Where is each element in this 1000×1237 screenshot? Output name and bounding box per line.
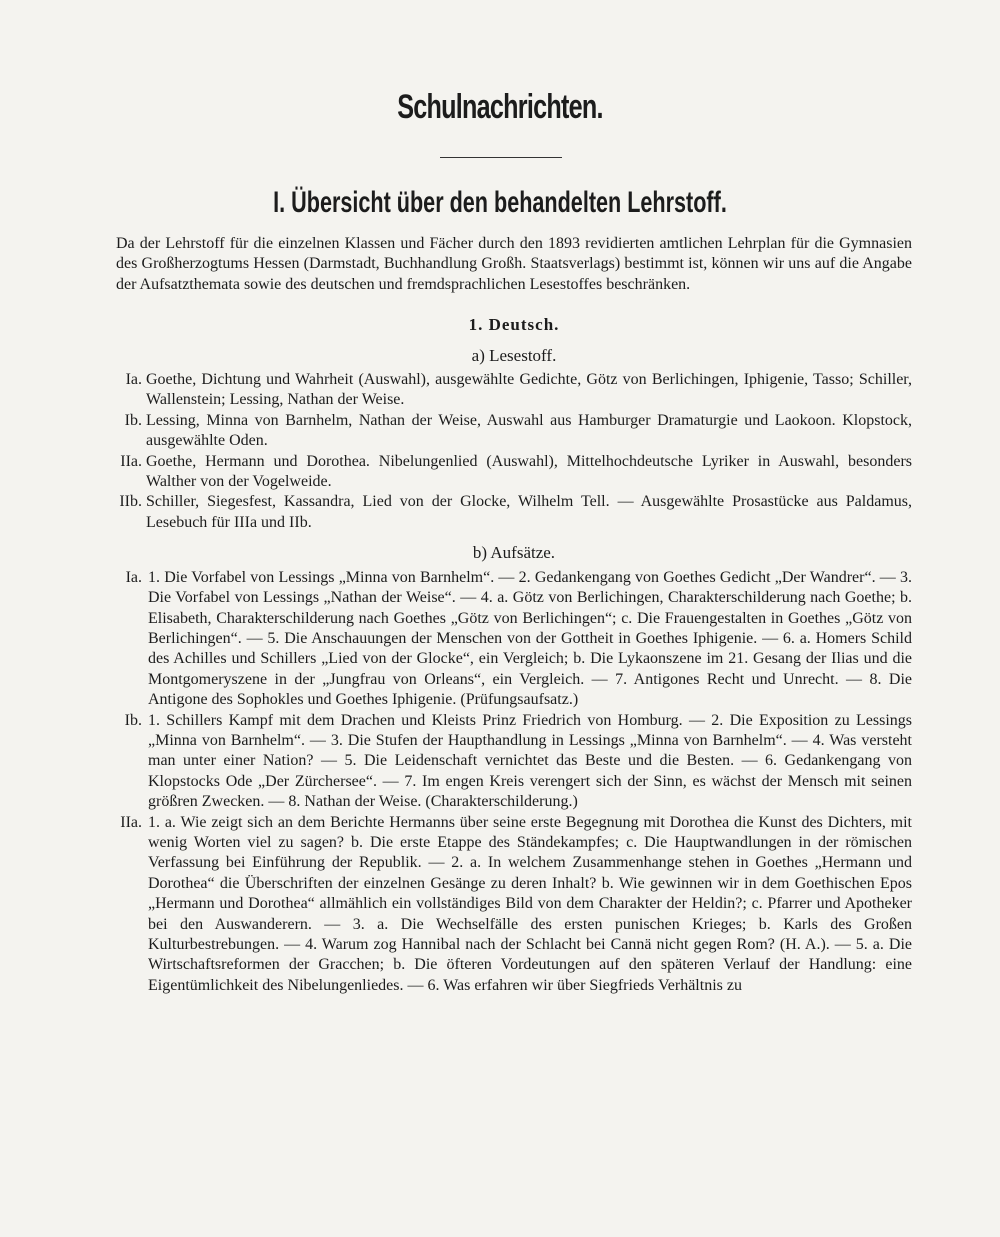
class-label: Ia. [125,568,142,586]
class-label: IIb. [119,493,142,511]
entry-text: Lessing, Minna von Barnhelm, Nathan der Weise, Auswahl aus Hamburger Dramaturgie und Laokoon. Klopstock, ausgewählte Oden. [146,411,912,450]
aufsatz-entry [116,711,912,813]
entry-text: Schiller, Siegesfest, Kassandra, Lied von der Glocke, Wilhelm Tell. — Ausgewählte Prosastücke aus Paldamus, Lesebuch für IIIa und IIb. [146,493,912,531]
page-title: Schulnachrichten. [397,88,603,126]
lesestoff-entry [116,452,912,493]
lesestoff-entry [116,370,912,411]
aufsatz-entry [116,568,912,711]
subject-heading: 1. Deutsch. [468,315,560,335]
aufsaetze-list [116,568,912,997]
lesestoff-heading: a) Lesestoff. [471,345,557,365]
lesestoff-entry [116,411,912,452]
intro-paragraph: Da der Lehrstoff für die einzelnen Klassen und Fächer durch den 1893 revidierten amtlichen Lehrplan für die Gymnasien des Großherzogtums Hessen (Darmstadt, Buchhandlung Großh. Staatsverlags) bestimmt ist, können wir uns auf die Angabe der Aufsatzthemata sowie des deutschen und fremdsprachlichen Lesestoffes beschränken. [116,235,912,293]
entry-text: 1. a. Wie zeigt sich an dem Berichte Hermanns über seine erste Begegnung mit Dorothea die Kunst des Dichters, mit wenig Worten viel zu sagen? b. Die erste Etappe des Ständekampfes; c. Die Hauptwandlungen in der römischen Verfassung bei Einführung der Republik. — 2. a. In welchem Zusammenhange stehen in Goethes „Hermann und Dorothea“ die Überschriften der einzelnen Gesänge zu deren Inhalt? b. Wie gewinnen wir in dem Goethischen Epos „Hermann und Dorothea“ allmählich ein vollständiges Bild von dem Charakter der Heldin?; c. Pfarrer und Apotheker bei den Auswanderern. — 3. a. Die Wechselfälle des ersten punischen Krieges; b. Karls des Großen Kulturbestrebungen. — 4. Warum zog Hannibal nach der Schlacht bei Cannä nicht gegen Rom? (H. A.). — 5. a. Die Wirtschaftsreformen der Gracchen; b. Die öfteren Vordeutungen auf den späteren Verlauf der Handlung: eine Eigentümlichkeit des Nibelungenliedes. — 6. Was erfahren wir über Siegfrieds Verhältnis zu [148,813,912,994]
lesestoff-entry [116,492,912,533]
class-label: Ib. [124,711,142,729]
content [116,234,912,996]
title-rule [440,157,562,158]
section-title: I. Übersicht über den behandelten Lehrstoff. [273,186,727,219]
entry-text: Goethe, Hermann und Dorothea. Nibelungenlied (Auswahl), Mittelhochdeutsche Lyriker in Auswahl, besonders Walther von der Vogelweide. [146,452,912,491]
entry-text: 1. Die Vorfabel von Lessings „Minna von Barnhelm“. — 2. Gedankengang von Goethes Gedicht „Der Wandrer“. — 3. Die Vorfabel von Lessings „Nathan der Weise“. — 4. a. Götz von Berlichingen, Charakterschilderung nach Goethe; b. Elisabeth, Charakterschilderung nach Goethes „Götz von Berlichingen“; c. Die Frauengestalten in Goethes „Götz von Berlichingen“. — 5. Die Anschauungen der Menschen von der Gottheit in Goethes Iphigenie. — 6. a. Homers Schild des Achilles und Schillers „Lied von der Glocke“, ein Vergleich; b. Die Lykaonszene im 21. Gesang der Ilias und die Montgomeryszene in der „Jungfrau von Orleans“, ein Vergleich. — 7. Antigones Recht und Unrecht. — 8. Die Antigone des Sophokles und Goethes Iphigenie. (Prüfungsaufsatz.) [148,568,912,709]
class-label: IIa. [120,813,142,831]
class-label: IIa. [120,452,142,470]
aufsatz-entry [116,813,912,997]
lesestoff-list [116,370,912,533]
entry-text: Goethe, Dichtung und Wahrheit (Auswahl), ausgewählte Gedichte, Götz von Berlichingen, Iphigenie, Tasso; Schiller, Wallenstein; Lessing, Nathan der Weise. [146,371,912,409]
class-label: Ia. [125,371,142,389]
aufsaetze-heading: b) Aufsätze. [472,543,556,563]
class-label: Ib. [124,411,142,429]
entry-text: 1. Schillers Kampf mit dem Drachen und Kleists Prinz Friedrich von Homburg. — 2. Die Exposition zu Lessings „Minna von Barnhelm“. — 3. Die Stufen der Haupthandlung in Lessings „Minna von Barnhelm“. — 4. Was versteht man unter einer Nation? — 5. Die Leidenschaft vernichtet das Beste und die Besten. — 6. Gedankengang von Klopstocks Ode „Der Zürchersee“. — 7. Im engen Kreis verengert sich der Sinn, es wächst der Mensch mit seinen größren Zwecken. — 8. Nathan der Weise. (Charakterschilderung.) [148,711,912,811]
